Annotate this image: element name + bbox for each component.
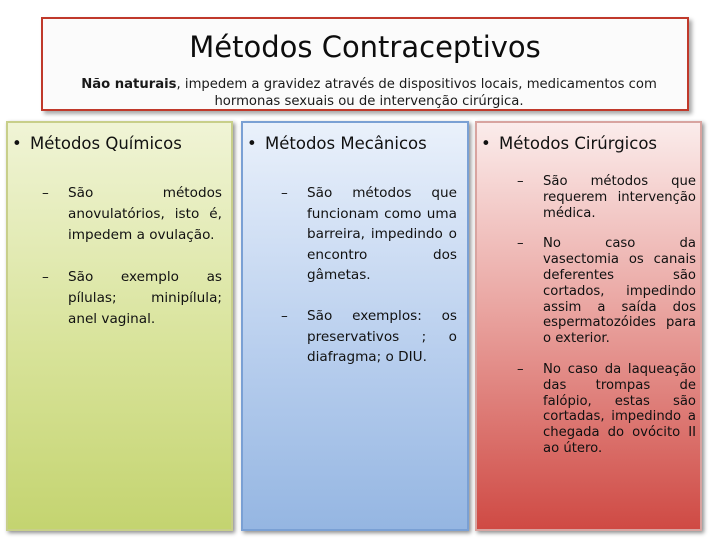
dash-icon: – — [281, 185, 288, 201]
column-chemical-methods — [6, 121, 233, 531]
page-subtitle — [63, 76, 675, 110]
page-title: Métodos Contraceptivos — [189, 30, 541, 64]
dash-icon: – — [281, 307, 288, 324]
heading-mechanical: Métodos Mecânicos — [265, 134, 427, 153]
list-item: – São exemplos: os preservativos ; o diafragma; o DIU. — [281, 307, 457, 366]
subtitle-text: , impedem a gravidez através de dispositivos locais, medicamentos com hormonas sexuais ou de intervenção cirúrgica. — [176, 77, 657, 109]
item-list — [517, 174, 696, 457]
bullet-icon: • — [247, 134, 257, 153]
heading-surgical: Métodos Cirúrgicos — [499, 134, 658, 153]
list-item: – São métodos que requerem intervenção médica. — [517, 174, 696, 221]
title-box — [41, 17, 689, 111]
column-mechanical-methods — [241, 121, 469, 531]
item-list — [42, 183, 222, 330]
dash-icon: – — [517, 361, 524, 377]
dash-icon: – — [517, 236, 524, 252]
list-item: – São exemplo as pílulas; minipílula; anel vaginal. — [42, 269, 222, 327]
dash-icon: – — [517, 174, 524, 189]
item-list — [281, 183, 457, 368]
dash-icon: – — [42, 269, 49, 285]
list-item: – São métodos que funcionam como uma barreira, impedindo o encontro dos gâmetas. — [281, 185, 457, 284]
column-heading — [481, 134, 657, 154]
bullet-icon: • — [12, 134, 22, 153]
list-item: – São métodos anovulatórios, isto é, impedem a ovulação. — [42, 185, 222, 243]
bullet-icon: • — [481, 134, 491, 153]
list-item: – No caso da laqueação das trompas de falópio, estas são cortadas, impedindo a chegada do ovócito II ao útero. — [517, 361, 696, 456]
subtitle-emphasis: Não naturais — [81, 77, 177, 92]
list-item: – No caso da vasectomia os canais deferentes são cortados, impedindo assim a saída dos espermatozóides para o exterior. — [517, 236, 696, 347]
heading-chemical: Métodos Químicos — [30, 134, 182, 153]
column-heading — [12, 134, 182, 154]
column-heading — [247, 134, 427, 154]
dash-icon: – — [42, 185, 49, 201]
column-surgical-methods — [475, 121, 702, 531]
